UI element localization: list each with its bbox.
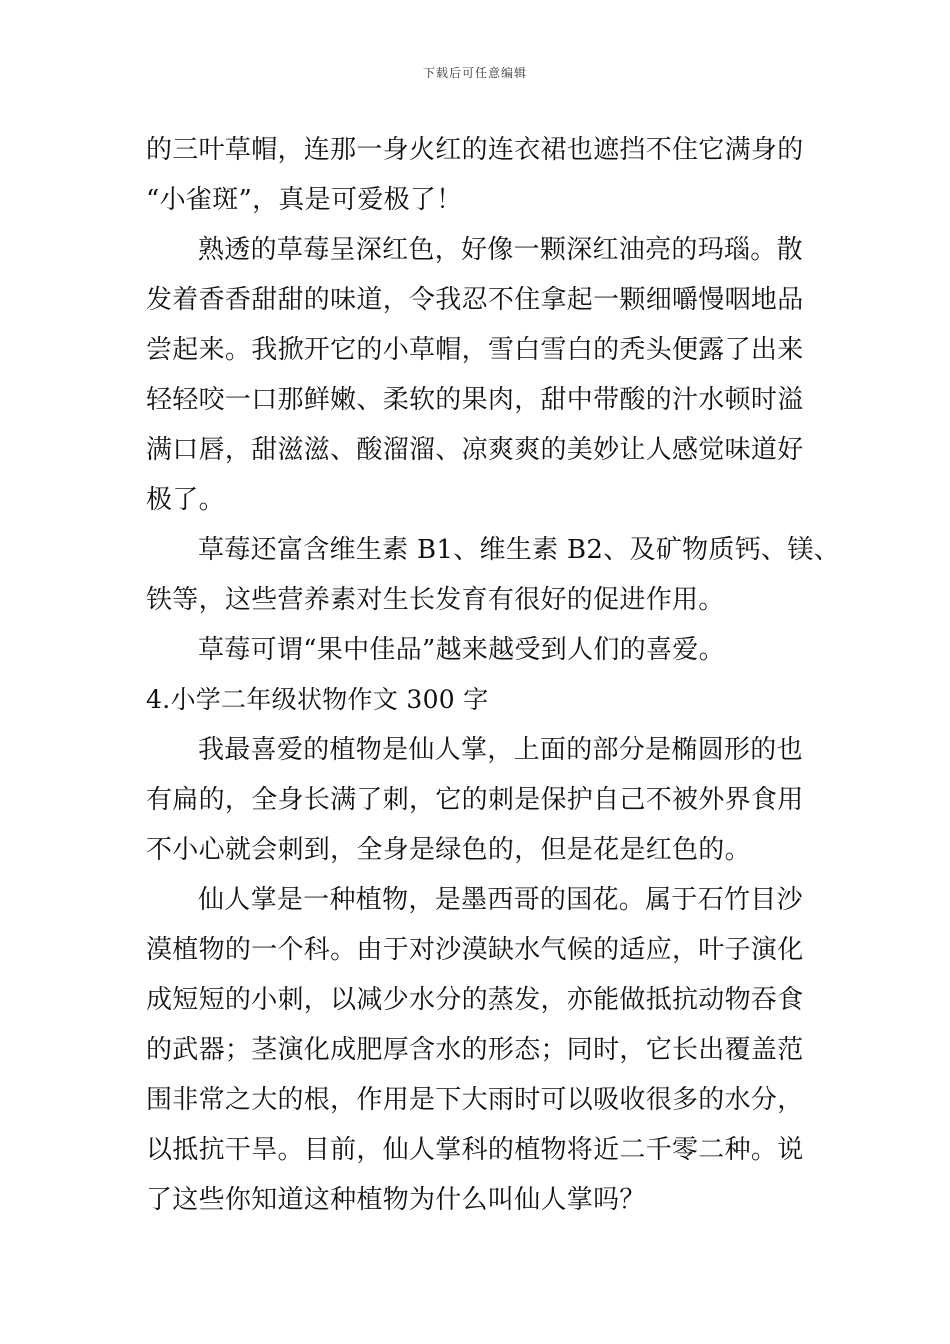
text-line: 的武器；茎演化成肥厚含水的形态；同时，它长出覆盖范 bbox=[146, 1035, 804, 1065]
text-line: 有扁的，全身长满了刺，它的刺是保护自己不被外界食用 bbox=[146, 785, 804, 815]
text-line: 围非常之大的根，作用是下大雨时可以吸收很多的水分， bbox=[146, 1085, 804, 1115]
text-line: 铁等，这些营养素对生长发育有很好的促进作用。 bbox=[146, 585, 725, 615]
text-line: 满口唇，甜滋滋、酸溜溜、凉爽爽的美妙让人感觉味道好 bbox=[146, 435, 804, 465]
text-line: 熟透的草莓呈深红色，好像一颗深红油亮的玛瑙。散 bbox=[198, 235, 803, 265]
text-line: 以抵抗干旱。目前，仙人掌科的植物将近二千零二种。说 bbox=[146, 1135, 804, 1165]
section-heading: 4.小学二年级状物作文 300 字 bbox=[146, 685, 489, 714]
text-line: 的三叶草帽，连那一身火红的连衣裙也遮挡不住它满身的 bbox=[146, 135, 804, 165]
text-line: 成短短的小刺，以减少水分的蒸发，亦能做抵抗动物吞食 bbox=[146, 985, 804, 1015]
text-line: 草莓可谓“果中佳品”越来越受到人们的喜爱。 bbox=[198, 635, 725, 665]
text-line: “小雀斑”，真是可爱极了！ bbox=[146, 185, 463, 215]
text-line: 不小心就会刺到，全身是绿色的，但是花是红色的。 bbox=[146, 835, 751, 865]
page-header-note: 下载后可任意编辑 bbox=[422, 66, 527, 80]
text-line: 了这些你知道这种植物为什么叫仙人掌吗？ bbox=[146, 1185, 646, 1215]
text-line: 轻轻咬一口那鲜嫩、柔软的果肉，甜中带酸的汁水顿时溢 bbox=[146, 385, 804, 415]
text-line: 我最喜爱的植物是仙人掌，上面的部分是椭圆形的也 bbox=[198, 735, 803, 765]
document-body bbox=[146, 125, 840, 1225]
text-line: 尝起来。我掀开它的小草帽，雪白雪白的秃头便露了出来 bbox=[146, 335, 804, 365]
text-line: 漠植物的一个科。由于对沙漠缺水气候的适应，叶子演化 bbox=[146, 935, 804, 965]
text-line: 极了。 bbox=[146, 485, 225, 515]
text-line: 发着香香甜甜的味道，令我忍不住拿起一颗细嚼慢咽地品 bbox=[146, 285, 804, 315]
text-line: 草莓还富含维生素 B1、维生素 B2、及矿物质钙、镁、 bbox=[198, 535, 840, 565]
text-line: 仙人掌是一种植物，是墨西哥的国花。属于石竹目沙 bbox=[198, 885, 803, 915]
